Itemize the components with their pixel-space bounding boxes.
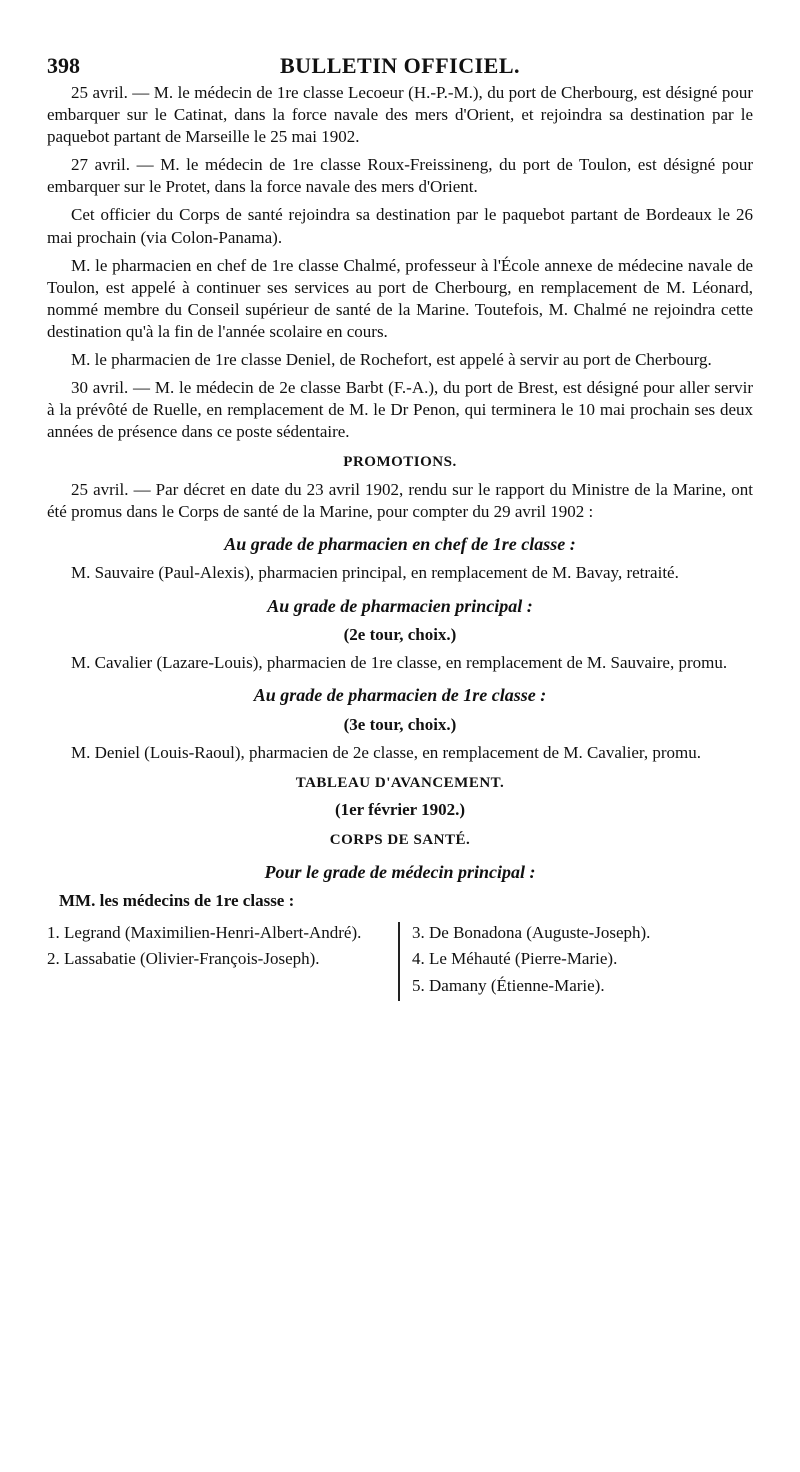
running-title: BULLETIN OFFICIEL.: [279, 53, 521, 78]
entry-paragraph: 25 avril. — M. le médecin de 1re classe Lecoeur (H.-P.-M.), du port de Cherbourg, est désigné pour embarquer sur le Catinat, dans la force navale des mers d'Orient, et rejoindra sa destination par le paquebot partant de Marseille le 25 mai 1902.: [47, 83, 753, 147]
promotion-text: M. Deniel (Louis-Raoul), pharmacien de 2e classe, en remplacement de M. Cavalier, promu.: [71, 742, 701, 762]
entry-paragraph: Cet officier du Corps de santé rejoindra sa destination par le paquebot partant de Bordeaux le 26 mai prochain (via Colon-Panama).: [47, 205, 753, 247]
roster-item: 1. Legrand (Maximilien-Henri-Albert-André).: [47, 923, 362, 943]
tableau-title: TABLEAU D'AVANCEMENT.: [295, 774, 505, 791]
roster-item: 4. Le Méhauté (Pierre-Marie).: [412, 949, 618, 969]
page-number: 398: [47, 53, 80, 78]
roster-item: 3. De Bonadona (Auguste-Joseph).: [412, 923, 651, 943]
entry-paragraph: M. le pharmacien en chef de 1re classe Chalmé, professeur à l'École annexe de médecine navale de Toulon, est appelé à continuer ses services au port de Cherbourg, en remplacement de M. Léonard, nommé membre du Conseil supérieur de santé de la Marine. Toutefois, M. Chalmé ne rejoindra cette destination qu'à la fin de l'année scolaire en cours.: [47, 255, 753, 341]
promotion-text: M. Sauvaire (Paul-Alexis), pharmacien principal, en remplacement de M. Bavay, retraité.: [71, 563, 679, 583]
roster-item: 5. Damany (Étienne-Marie).: [412, 975, 605, 995]
promotions-title: PROMOTIONS.: [343, 454, 457, 471]
roster: [47, 922, 753, 1000]
roster-left: [47, 922, 400, 1000]
page-header: [47, 46, 753, 82]
grade-heading: Pour le grade de médecin principal :: [264, 861, 536, 882]
entry-paragraph: 27 avril. — M. le médecin de 1re classe Roux-Freissineng, du port de Toulon, est désigné pour embarquer sur le Protet, dans la force navale des mers d'Orient.: [47, 155, 753, 197]
grade-heading: Au grade de pharmacien principal :: [267, 595, 533, 616]
entry-paragraph: 30 avril. — M. le médecin de 2e classe Barbt (F.-A.), du port de Brest, est désigné pour aller servir à la prévôté de Ruelle, en remplacement de M. le Dr Penon, qui terminera le 10 mai prochain ses deux années de présence dans ce poste sédentaire.: [47, 378, 753, 442]
roster-item: 2. Lassabatie (Olivier-François-Joseph).: [47, 949, 320, 969]
document-page: [47, 46, 753, 1001]
promotion-text: M. Cavalier (Lazare-Louis), pharmacien de 1re classe, en remplacement de M. Sauvaire, promu.: [71, 653, 728, 673]
grade-heading: Au grade de pharmacien de 1re classe :: [253, 685, 547, 706]
roster-intro: MM. les médecins de 1re classe :: [59, 891, 295, 911]
corps-title: CORPS DE SANTÉ.: [329, 832, 471, 849]
roster-right: [400, 922, 753, 1000]
tableau-date: (1er février 1902.): [334, 800, 466, 820]
grade-turn: (2e tour, choix.): [343, 624, 457, 644]
entry-paragraph: M. le pharmacien de 1re classe Deniel, de Rochefort, est appelé à servir au port de Cherbourg.: [71, 350, 712, 370]
grade-heading: Au grade de pharmacien en chef de 1re classe :: [224, 534, 576, 555]
grade-turn: (3e tour, choix.): [343, 714, 457, 734]
promotions-intro: 25 avril. — Par décret en date du 23 avril 1902, rendu sur le rapport du Ministre de la Marine, ont été promus dans le Corps de santé de la Marine, pour compter du 29 avril 1902 :: [47, 479, 753, 521]
